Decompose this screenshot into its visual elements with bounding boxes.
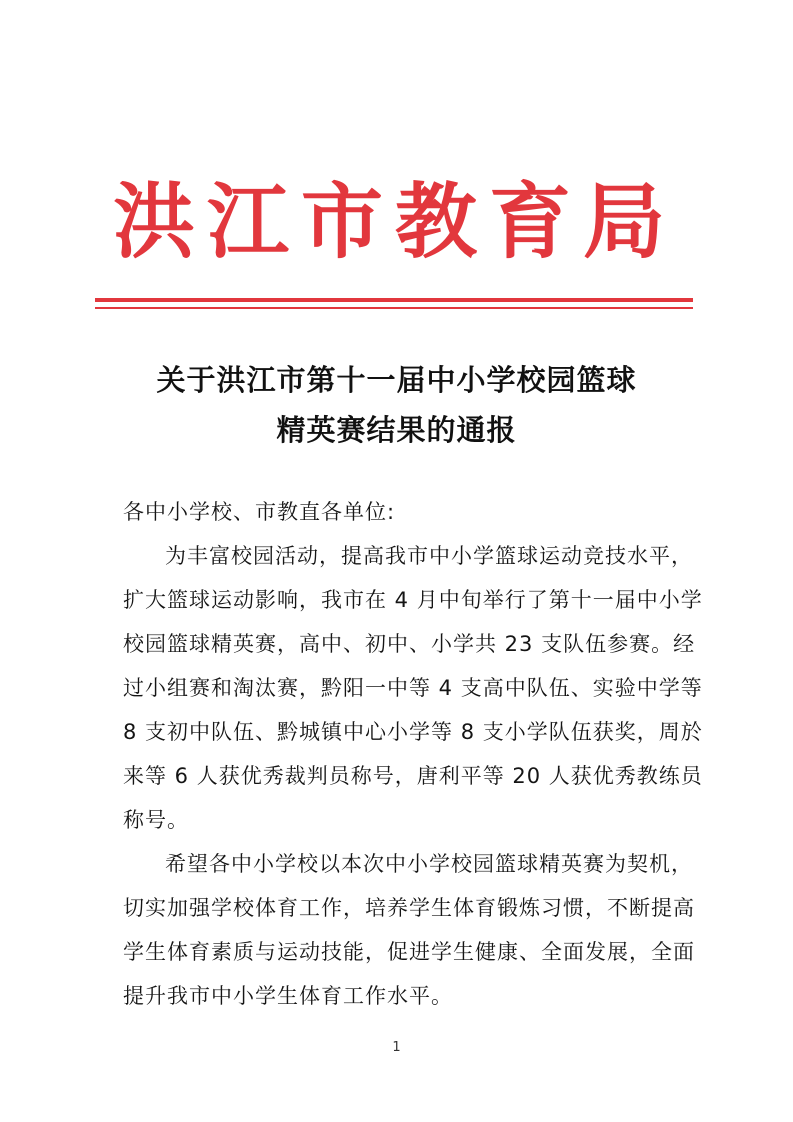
document-title-line-2: 精英赛结果的通报 xyxy=(276,413,517,447)
paragraph-line: 称号。 xyxy=(123,808,189,832)
paragraph-line: 学生体育素质与运动技能，促进学生健康、全面发展，全面 xyxy=(123,940,695,964)
masthead-title: 洪江市教育局 xyxy=(112,174,677,270)
page-number: 1 xyxy=(392,1040,401,1055)
paragraph-line: 提升我市中小学生体育工作水平。 xyxy=(123,984,453,1008)
masthead-rule-thin xyxy=(95,307,693,309)
paragraph-line: 扩大篮球运动影响，我市在 4 月中旬举行了第十一届中小学 xyxy=(123,588,703,612)
paragraph-line: 8 支初中队伍、黔城镇中心小学等 8 支小学队伍获奖，周於 xyxy=(123,720,703,744)
masthead-rule-thick xyxy=(95,298,693,302)
paragraph-line: 来等 6 人获优秀裁判员称号，唐利平等 20 人获优秀教练员 xyxy=(123,764,703,788)
paragraph-line: 为丰富校园活动，提高我市中小学篮球运动竞技水平， xyxy=(165,544,693,568)
paragraph-line: 希望各中小学校以本次中小学校园篮球精英赛为契机， xyxy=(165,852,693,876)
paragraph-line: 过小组赛和淘汰赛，黔阳一中等 4 支高中队伍、实验中学等 xyxy=(123,676,703,700)
paragraph-line: 校园篮球精英赛，高中、初中、小学共 23 支队伍参赛。经 xyxy=(123,632,696,656)
paragraph-line: 切实加强学校体育工作，培养学生体育锻炼习惯，不断提高 xyxy=(123,896,695,920)
salutation: 各中小学校、市教直各单位: xyxy=(123,500,396,524)
document-title-line-1: 关于洪江市第十一届中小学校园篮球 xyxy=(156,363,637,397)
